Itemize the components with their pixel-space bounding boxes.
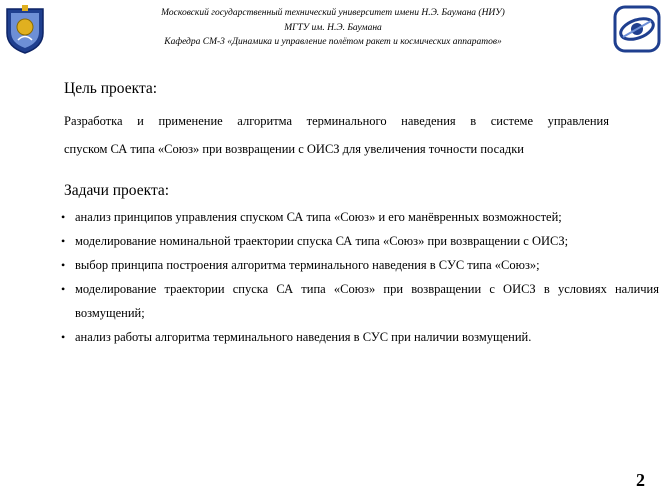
task-text: моделирование номинальной траектории спуска СА типа «Союз» при возвращении с ОИСЗ; (75, 234, 569, 248)
list-item (0, 210, 659, 234)
university-emblem-logo (3, 3, 47, 55)
goal-title: Цель проекта: (64, 80, 158, 97)
university-name: Московский государственный технический университет имени Н.Э. Баумана (НИУ) (161, 8, 505, 18)
list-item (0, 258, 659, 282)
goal-line: спуском СА типа «Союз» при возвращении с ОИСЗ для увеличения точности посадки (64, 142, 524, 156)
tasks-list (0, 210, 666, 354)
department-name: Кафедра СМ-3 «Динамика и управление полётом ракет и космических аппаратов» (164, 37, 502, 47)
bullet-icon: • (61, 210, 66, 224)
goal-line: Разработка и применение алгоритма терминального наведения в системе управления (64, 114, 609, 128)
list-item (0, 234, 659, 258)
goal-description (64, 114, 609, 170)
task-text: анализ работы алгоритма терминального наведения в СУС при наличии возмущений. (75, 330, 532, 344)
bullet-icon: • (61, 258, 66, 272)
page-number: 2 (636, 470, 645, 490)
department-logo (611, 3, 663, 55)
bullet-icon: • (61, 234, 66, 248)
bullet-icon: • (61, 330, 66, 344)
bullet-icon: • (61, 282, 66, 296)
task-text: моделирование траектории спуска СА типа «Союз» при возвращении с ОИСЗ в условиях наличия (75, 282, 659, 296)
list-item (0, 282, 659, 330)
task-text: анализ принципов управления спуском СА типа «Союз» и его манёвренных возможностей; (75, 210, 562, 224)
tasks-title: Задачи проекта: (64, 182, 170, 199)
university-short-name: МГТУ им. Н.Э. Баумана (284, 23, 382, 33)
task-text: выбор принципа построения алгоритма терминального наведения в СУС типа «Союз»; (75, 258, 540, 272)
task-text-continued: возмущений; (75, 306, 145, 320)
list-item (0, 330, 659, 354)
